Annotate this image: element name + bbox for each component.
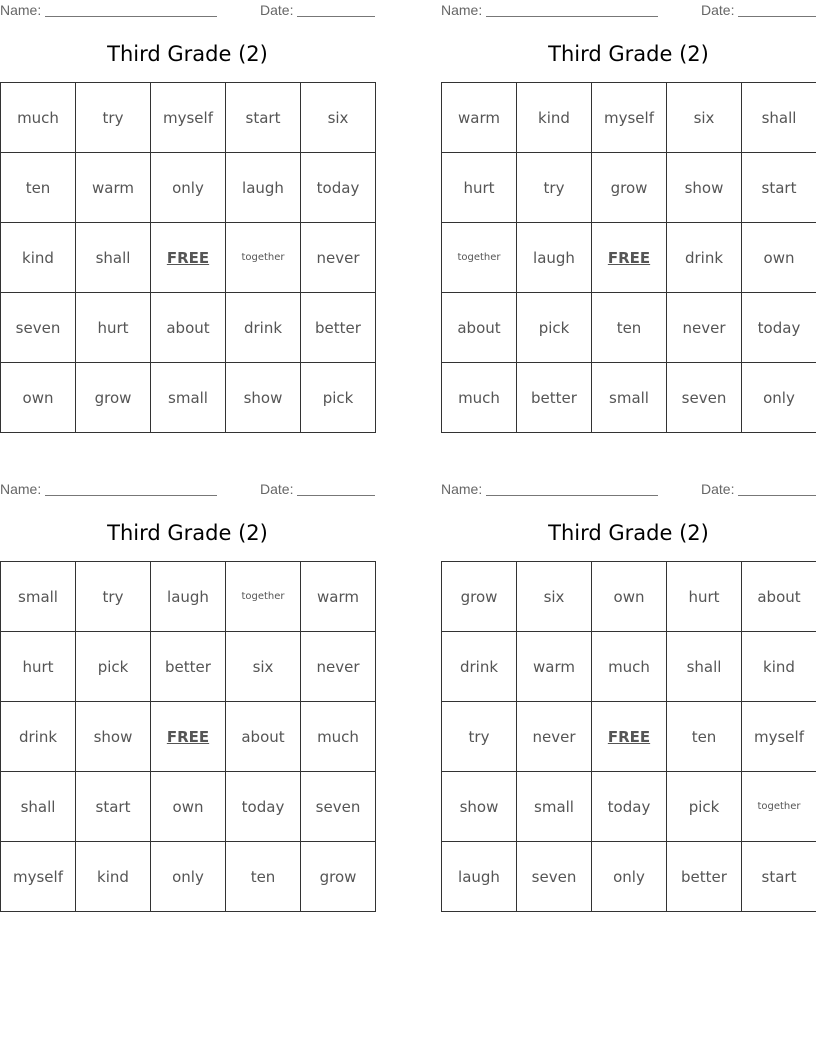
bingo-cell[interactable]: six: [301, 83, 376, 153]
bingo-row: [442, 772, 816, 842]
bingo-cell[interactable]: laugh: [151, 562, 226, 632]
bingo-cell[interactable]: better: [517, 363, 592, 433]
bingo-cell[interactable]: laugh: [517, 223, 592, 293]
bingo-cell[interactable]: much: [301, 702, 376, 772]
bingo-cell[interactable]: small: [1, 562, 76, 632]
bingo-cell[interactable]: laugh: [442, 842, 517, 912]
name-blank-line[interactable]: [45, 495, 217, 496]
bingo-cell[interactable]: myself: [151, 83, 226, 153]
bingo-cell[interactable]: try: [517, 153, 592, 223]
bingo-row: [1, 702, 376, 772]
date-blank-line[interactable]: [297, 16, 375, 17]
bingo-cell[interactable]: hurt: [667, 562, 742, 632]
date-blank-line[interactable]: [738, 495, 816, 496]
bingo-row: [442, 842, 816, 912]
bingo-cell[interactable]: shall: [1, 772, 76, 842]
bingo-cell[interactable]: hurt: [76, 293, 151, 363]
bingo-cell[interactable]: much: [592, 632, 667, 702]
bingo-grid: [441, 561, 816, 912]
name-label: Name:: [441, 2, 483, 18]
bingo-cell[interactable]: myself: [742, 702, 816, 772]
bingo-cell[interactable]: start: [226, 83, 301, 153]
bingo-row: [442, 562, 816, 632]
bingo-cell[interactable]: shall: [667, 632, 742, 702]
bingo-grid: [441, 82, 816, 433]
bingo-row: [442, 293, 816, 363]
date-blank-line[interactable]: [738, 16, 816, 17]
bingo-cell[interactable]: grow: [76, 363, 151, 433]
bingo-row: [442, 153, 816, 223]
bingo-cell[interactable]: small: [151, 363, 226, 433]
bingo-cell[interactable]: warm: [517, 632, 592, 702]
bingo-cell[interactable]: together: [226, 223, 301, 293]
name-blank-line[interactable]: [486, 16, 658, 17]
bingo-cell[interactable]: show: [226, 363, 301, 433]
bingo-grid: [0, 82, 376, 433]
name-blank-line[interactable]: [45, 16, 217, 17]
bingo-cell[interactable]: kind: [517, 83, 592, 153]
name-date-header: [0, 0, 375, 20]
bingo-cell[interactable]: own: [592, 562, 667, 632]
bingo-cell[interactable]: small: [517, 772, 592, 842]
bingo-row: [1, 83, 376, 153]
free-space-cell[interactable]: FREE: [151, 223, 226, 293]
bingo-row: [1, 632, 376, 702]
bingo-cell[interactable]: try: [76, 562, 151, 632]
name-label: Name:: [441, 481, 483, 497]
bingo-cell[interactable]: myself: [592, 83, 667, 153]
card-title: Third Grade (2): [107, 521, 268, 545]
bingo-cell[interactable]: warm: [76, 153, 151, 223]
bingo-cell[interactable]: grow: [301, 842, 376, 912]
bingo-cell[interactable]: today: [742, 293, 816, 363]
bingo-cell[interactable]: better: [151, 632, 226, 702]
bingo-cell[interactable]: warm: [301, 562, 376, 632]
bingo-cell[interactable]: drink: [667, 223, 742, 293]
bingo-cell[interactable]: about: [151, 293, 226, 363]
bingo-cell[interactable]: show: [442, 772, 517, 842]
bingo-cell[interactable]: kind: [1, 223, 76, 293]
date-label: Date:: [701, 2, 735, 18]
bingo-cell[interactable]: warm: [442, 83, 517, 153]
card-title: Third Grade (2): [548, 521, 709, 545]
card-title: Third Grade (2): [107, 42, 268, 66]
bingo-cell[interactable]: grow: [442, 562, 517, 632]
bingo-cell[interactable]: own: [742, 223, 816, 293]
name-date-header: [441, 479, 816, 499]
bingo-cell[interactable]: hurt: [1, 632, 76, 702]
bingo-cell[interactable]: six: [517, 562, 592, 632]
bingo-cell[interactable]: together: [226, 562, 301, 632]
bingo-cell[interactable]: six: [667, 83, 742, 153]
name-date-header: [0, 479, 375, 499]
card-title: Third Grade (2): [548, 42, 709, 66]
name-blank-line[interactable]: [486, 495, 658, 496]
bingo-cell[interactable]: seven: [667, 363, 742, 433]
bingo-cell[interactable]: laugh: [226, 153, 301, 223]
bingo-cell[interactable]: never: [517, 702, 592, 772]
bingo-cell[interactable]: grow: [592, 153, 667, 223]
bingo-cell[interactable]: pick: [76, 632, 151, 702]
bingo-cell[interactable]: better: [301, 293, 376, 363]
bingo-cell[interactable]: never: [667, 293, 742, 363]
bingo-row: [1, 842, 376, 912]
bingo-row: [1, 153, 376, 223]
bingo-cell[interactable]: today: [592, 772, 667, 842]
free-space-cell[interactable]: FREE: [592, 223, 667, 293]
bingo-cell[interactable]: show: [667, 153, 742, 223]
name-label: Name:: [0, 2, 42, 18]
bingo-cell[interactable]: drink: [1, 702, 76, 772]
bingo-cell[interactable]: start: [742, 153, 816, 223]
free-space-cell[interactable]: FREE: [151, 702, 226, 772]
bingo-cell[interactable]: start: [76, 772, 151, 842]
date-label: Date:: [701, 481, 735, 497]
bingo-row: [442, 632, 816, 702]
bingo-row: [1, 223, 376, 293]
bingo-cell[interactable]: today: [226, 772, 301, 842]
bingo-cell[interactable]: seven: [1, 293, 76, 363]
bingo-cell[interactable]: own: [151, 772, 226, 842]
bingo-cell[interactable]: drink: [226, 293, 301, 363]
bingo-cell[interactable]: small: [592, 363, 667, 433]
bingo-row: [1, 772, 376, 842]
bingo-cell[interactable]: together: [742, 772, 816, 842]
date-label: Date:: [260, 2, 294, 18]
bingo-row: [1, 293, 376, 363]
bingo-cell[interactable]: ten: [592, 293, 667, 363]
bingo-cell[interactable]: about: [226, 702, 301, 772]
bingo-row: [442, 83, 816, 153]
name-label: Name:: [0, 481, 42, 497]
bingo-cell[interactable]: only: [742, 363, 816, 433]
bingo-row: [1, 562, 376, 632]
bingo-cell[interactable]: ten: [667, 702, 742, 772]
bingo-cell[interactable]: today: [301, 153, 376, 223]
bingo-cell[interactable]: about: [742, 562, 816, 632]
bingo-cell[interactable]: never: [301, 632, 376, 702]
bingo-cell[interactable]: pick: [517, 293, 592, 363]
bingo-cell[interactable]: pick: [301, 363, 376, 433]
bingo-cell[interactable]: together: [442, 223, 517, 293]
bingo-cell[interactable]: myself: [1, 842, 76, 912]
bingo-cell[interactable]: about: [442, 293, 517, 363]
bingo-grid: [0, 561, 376, 912]
free-space-cell[interactable]: FREE: [592, 702, 667, 772]
bingo-cell[interactable]: only: [592, 842, 667, 912]
bingo-cell[interactable]: never: [301, 223, 376, 293]
bingo-cell[interactable]: much: [442, 363, 517, 433]
bingo-cell[interactable]: ten: [226, 842, 301, 912]
bingo-row: [1, 363, 376, 433]
bingo-row: [442, 702, 816, 772]
bingo-cell[interactable]: own: [1, 363, 76, 433]
bingo-cell[interactable]: kind: [76, 842, 151, 912]
bingo-cell[interactable]: seven: [301, 772, 376, 842]
bingo-cell[interactable]: hurt: [442, 153, 517, 223]
bingo-cell[interactable]: seven: [517, 842, 592, 912]
bingo-row: [442, 223, 816, 293]
bingo-cell[interactable]: drink: [442, 632, 517, 702]
bingo-cell[interactable]: much: [1, 83, 76, 153]
bingo-cell[interactable]: only: [151, 153, 226, 223]
bingo-cell[interactable]: six: [226, 632, 301, 702]
date-blank-line[interactable]: [297, 495, 375, 496]
bingo-cell[interactable]: pick: [667, 772, 742, 842]
bingo-cell[interactable]: show: [76, 702, 151, 772]
bingo-cell[interactable]: only: [151, 842, 226, 912]
bingo-cell[interactable]: try: [442, 702, 517, 772]
bingo-cell[interactable]: shall: [76, 223, 151, 293]
name-date-header: [441, 0, 816, 20]
bingo-cell[interactable]: try: [76, 83, 151, 153]
bingo-cell[interactable]: better: [667, 842, 742, 912]
bingo-cell[interactable]: ten: [1, 153, 76, 223]
bingo-cell[interactable]: kind: [742, 632, 816, 702]
bingo-row: [442, 363, 816, 433]
date-label: Date:: [260, 481, 294, 497]
bingo-cell[interactable]: start: [742, 842, 816, 912]
bingo-cell[interactable]: shall: [742, 83, 816, 153]
